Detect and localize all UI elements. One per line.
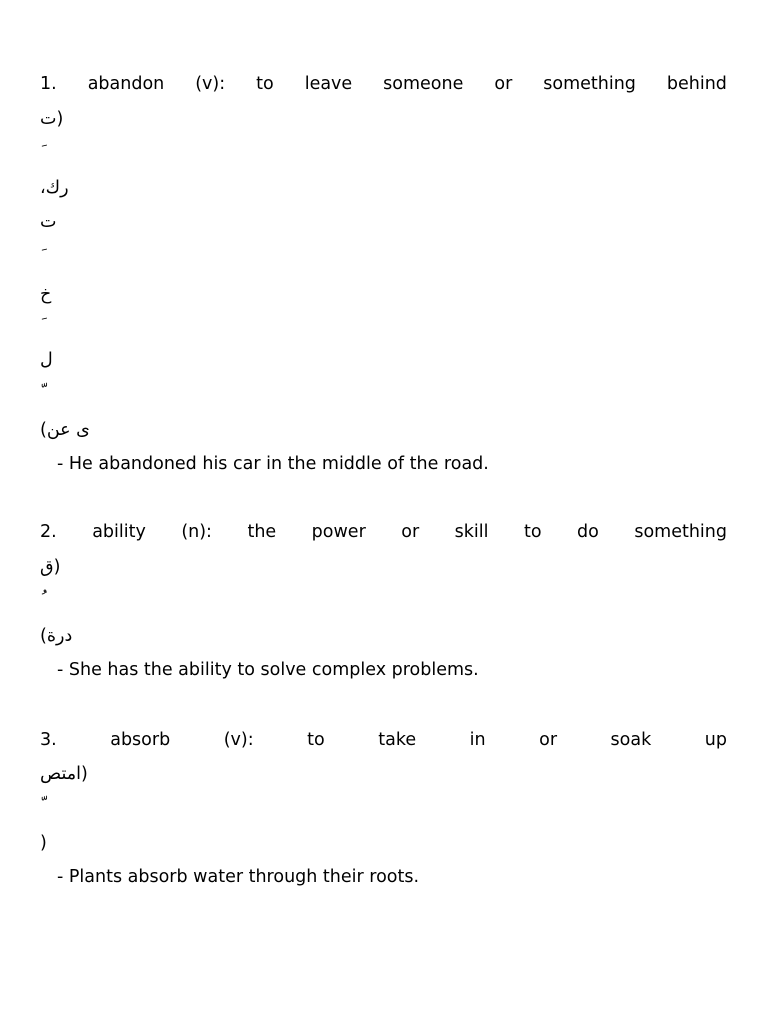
entry-3-arabic-fragment: (امتص (40, 764, 88, 784)
entry-3-word: take (378, 730, 417, 750)
entry-2-word: something (634, 522, 727, 542)
entry-2-arabic-fragment: درة) (40, 626, 73, 646)
entry-2-word: 2. (40, 522, 57, 542)
entry-1-word: (v): (195, 74, 226, 94)
entry-1-word: something (543, 74, 636, 94)
entry-2-word: or (401, 522, 420, 542)
entry-2-example: - She has the ability to solve complex problems. (57, 660, 479, 680)
entry-1-arabic-fragment: (ت (40, 109, 64, 129)
entry-2-word: do (577, 522, 599, 542)
entry-3-definition (40, 729, 727, 751)
entry-3-word: (v): (223, 730, 254, 750)
entry-2-word: power (311, 522, 366, 542)
entry-1-word: leave (304, 74, 353, 94)
entry-3-word: 3. (40, 730, 57, 750)
entry-2-definition (40, 521, 727, 543)
entry-1-word: someone (383, 74, 464, 94)
entry-3-word: or (539, 730, 558, 750)
entry-1-example: - He abandoned his car in the middle of the road. (57, 454, 489, 474)
entry-2-word: to (523, 522, 542, 542)
entry-3-word: soak (610, 730, 652, 750)
entry-1-word: to (256, 74, 274, 94)
entry-3-word: to (307, 730, 325, 750)
entry-1-arabic-fragment: ل (40, 350, 53, 370)
entry-2-word: ability (92, 522, 146, 542)
entry-3-arabic-fragment: ) (40, 833, 47, 853)
entry-1-word: or (494, 74, 513, 94)
entry-3-example: - Plants absorb water through their roots. (57, 867, 420, 887)
entry-1-word: 1. (40, 74, 57, 94)
entry-1-arabic-fragment: ت (40, 212, 57, 232)
entry-1-word: behind (666, 74, 727, 94)
entry-2-arabic-fragment: (ق (40, 557, 61, 577)
entry-1-definition (40, 73, 727, 95)
entry-1-arabic-fragment: رك، (40, 178, 69, 198)
entry-3-word: up (704, 730, 727, 750)
entry-1-arabic-fragment: خ (40, 284, 52, 304)
entry-1-arabic-fragment: ى عن) (40, 420, 90, 440)
entry-1-word: abandon (87, 74, 165, 94)
entry-3-word: absorb (110, 730, 171, 750)
entry-3-word: in (469, 730, 486, 750)
entry-2-word: (n): (181, 522, 212, 542)
entry-2-word: the (247, 522, 277, 542)
entry-2-word: skill (454, 522, 489, 542)
